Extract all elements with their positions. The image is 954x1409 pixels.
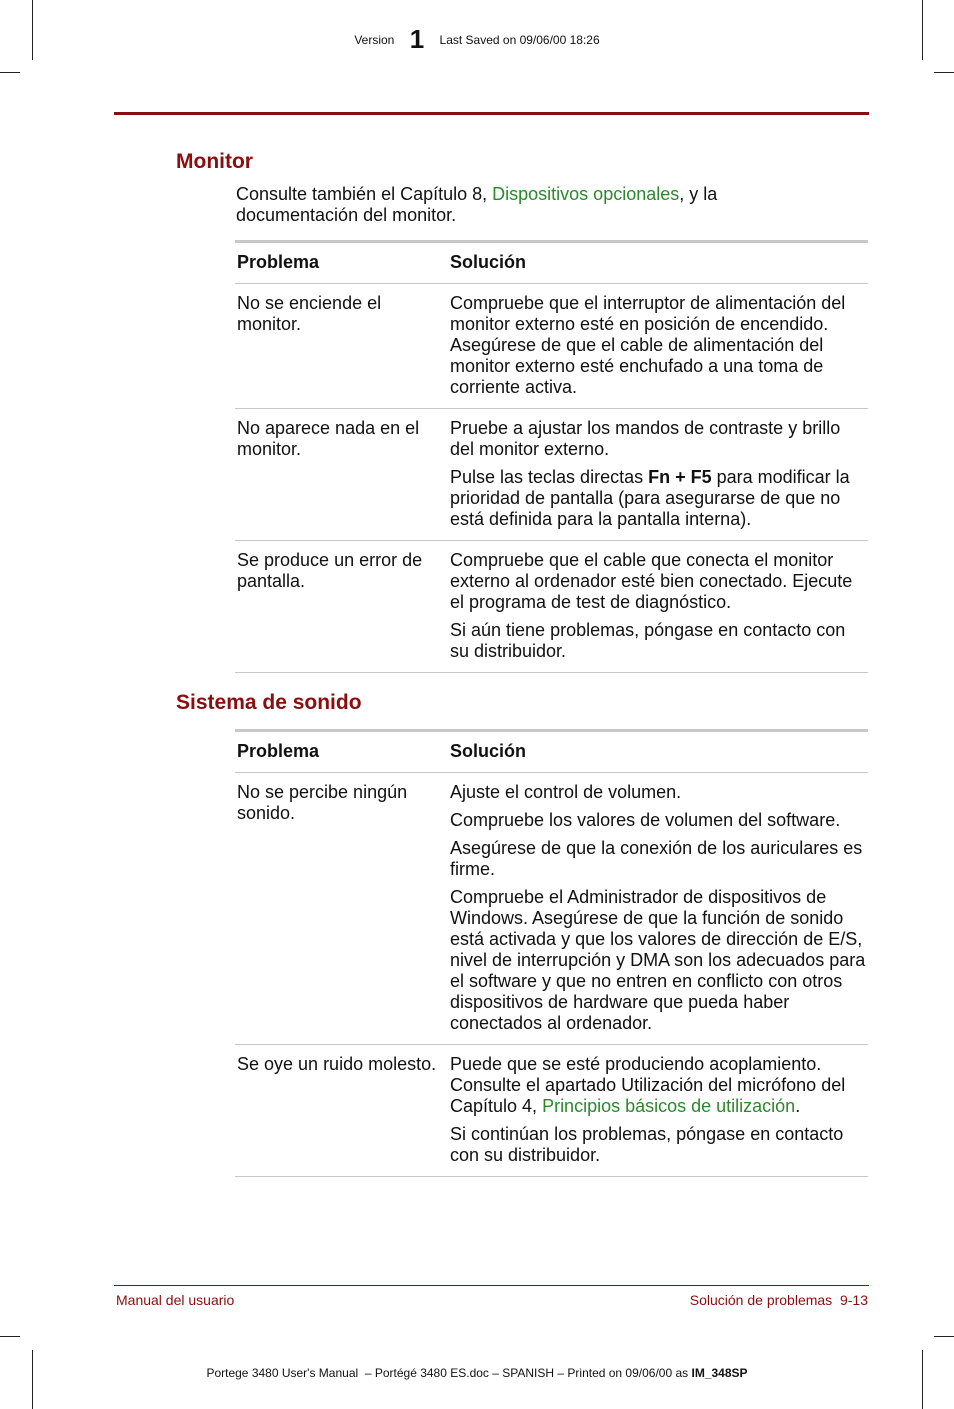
footer-rule — [114, 1285, 869, 1286]
version-number: 1 — [409, 24, 425, 54]
solution-fragment: . — [795, 1096, 801, 1116]
table-row — [235, 284, 868, 409]
sound-table — [235, 729, 868, 1177]
version-label: Version — [354, 33, 395, 47]
table-header-row — [235, 242, 868, 284]
problem-header: Problema — [237, 741, 320, 761]
last-saved: Last Saved on 09/06/00 18:26 — [439, 33, 600, 47]
monitor-title: Monitor — [176, 150, 253, 173]
table-header-row — [235, 731, 868, 773]
version-header — [0, 24, 954, 55]
solution-text: Si aún tiene problemas, póngase en contacto con su distribuidor. — [450, 620, 846, 661]
solution-cell — [448, 773, 868, 1045]
crop-mark — [0, 1336, 20, 1337]
problem-header: Problema — [237, 252, 320, 272]
solution-fragment: Pulse las teclas directas — [450, 467, 649, 487]
solution-text: Si continúan los problemas, póngase en contacto con su distribuidor. — [450, 1124, 844, 1165]
crop-mark — [0, 72, 20, 73]
solution-text — [450, 1054, 866, 1117]
key-combination: Fn + F5 — [648, 467, 712, 487]
problem-cell: No se enciende el monitor. — [237, 293, 382, 334]
header-rule — [114, 112, 869, 115]
print-info — [0, 1366, 954, 1380]
solution-cell — [448, 541, 868, 673]
problem-cell: Se oye un ruido molesto. — [237, 1054, 437, 1074]
table-row — [235, 409, 868, 541]
print-text: Portege 3480 User's Manual – Portégé 3480 ES.doc – SPANISH – Printed on 09/06/00 as — [206, 1366, 692, 1380]
table-row — [235, 773, 868, 1045]
solution-cell — [448, 1045, 868, 1177]
dispositivos-opcionales-link[interactable]: Dispositivos opcionales — [492, 184, 680, 204]
table-row — [235, 1045, 868, 1177]
principios-basicos-link[interactable]: Principios básicos de utilización — [542, 1096, 796, 1116]
problem-cell: Se produce un error de pantalla. — [237, 550, 423, 591]
monitor-table — [235, 240, 868, 673]
solution-cell — [448, 409, 868, 541]
solution-text: Asegúrese de que la conexión de los auriculares es firme. — [450, 838, 863, 879]
problem-cell: No se percibe ningún sonido. — [237, 782, 408, 823]
intro-text: , y la documentación del monitor. — [236, 184, 718, 225]
print-code: IM_348SP — [691, 1366, 748, 1380]
solution-text: Compruebe los valores de volumen del software. — [450, 810, 841, 830]
table-row — [235, 541, 868, 673]
solution-text: Compruebe el Administrador de dispositivos de Windows. Asegúrese de que la función de sonido está activada y que los valores de dirección de E/S, nivel de interrupción y DMA son los adecuados para el software y que no entren en conflicto con otros dispositivos de hardware que pueda haber conectados al ordenador. — [450, 887, 866, 1033]
problem-cell: No aparece nada en el monitor. — [237, 418, 420, 459]
monitor-intro — [236, 184, 796, 226]
solution-text: Pruebe a ajustar los mandos de contraste y brillo del monitor externo. — [450, 418, 841, 459]
solution-fragment: para modificar la prioridad de pantalla (para asegurarse de que no está definida para la pantalla interna). — [450, 467, 850, 529]
solution-text: Compruebe que el interruptor de alimentación del monitor externo esté en posición de encendido. Asegúrese de que el cable de alimentación del monitor externo esté enchufado a una toma de corriente activa. — [450, 293, 846, 397]
solution-header: Solución — [450, 252, 526, 272]
solution-header: Solución — [450, 741, 526, 761]
sound-title: Sistema de sonido — [176, 691, 362, 714]
solution-cell — [448, 284, 868, 409]
solution-text: Compruebe que el cable que conecta el monitor externo al ordenador esté bien conectado. Ejecute el programa de test de diagnóstico. — [450, 550, 853, 612]
footer-manual-title: Manual del usuario — [116, 1292, 235, 1308]
solution-text: Ajuste el control de volumen. — [450, 782, 682, 802]
crop-mark — [934, 72, 954, 73]
footer-page-number: Solución de problemas 9-13 — [689, 1292, 868, 1308]
solution-fragment: Puede que se esté produciendo acoplamiento. Consulte el apartado Utilización del micrófono del Capítulo 4, — [450, 1054, 846, 1116]
intro-text: Consulte también el Capítulo 8, — [236, 184, 493, 204]
crop-mark — [934, 1336, 954, 1337]
solution-text — [450, 467, 866, 530]
